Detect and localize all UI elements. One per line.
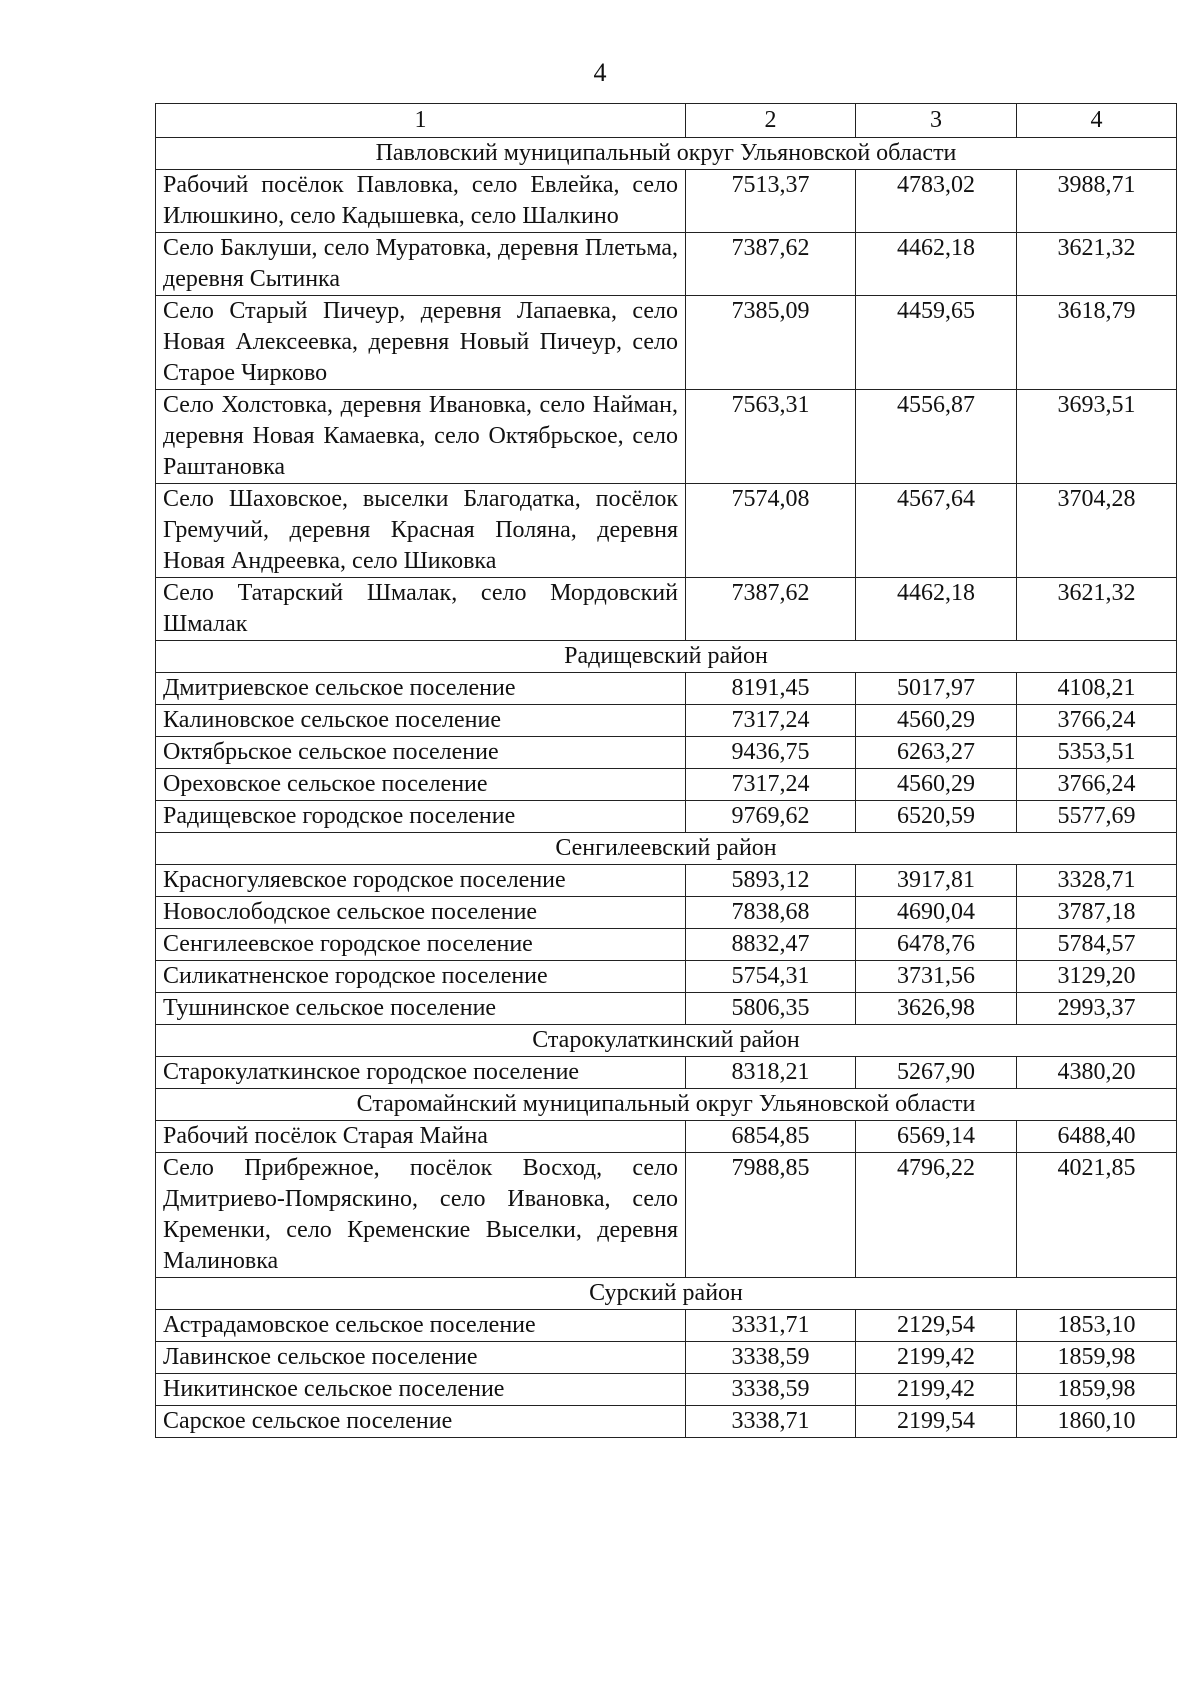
table-row: [156, 769, 1177, 801]
table-row: [156, 801, 1177, 833]
table-row: [156, 484, 1177, 578]
value-col2-cell: 7387,62: [686, 578, 856, 641]
value-col3-cell: 2199,42: [856, 1374, 1017, 1406]
table-row: [156, 1406, 1177, 1438]
table-row: [156, 296, 1177, 390]
table-row: [156, 737, 1177, 769]
settlement-name-cell: Калиновское сельское поселение: [156, 705, 686, 737]
settlement-name-cell: Рабочий посёлок Павловка, село Евлейка, село Илюшкино, село Кадышевка, село Шалкино: [156, 170, 686, 233]
value-col2-cell: 7838,68: [686, 897, 856, 929]
table-row: [156, 1374, 1177, 1406]
settlement-name-cell: Ореховское сельское поселение: [156, 769, 686, 801]
value-col4-cell: 3328,71: [1017, 865, 1177, 897]
column-header: 1: [156, 104, 686, 138]
settlement-name-cell: Село Татарский Шмалак, село Мордовский Шмалак: [156, 578, 686, 641]
section-row: [156, 641, 1177, 673]
table-body: [156, 104, 1177, 1438]
settlement-name-cell: Сенгилеевское городское поселение: [156, 929, 686, 961]
value-col2-cell: 7988,85: [686, 1153, 856, 1278]
value-col4-cell: 1859,98: [1017, 1374, 1177, 1406]
settlement-name-cell: Дмитриевское сельское поселение: [156, 673, 686, 705]
settlement-name-cell: Село Шаховское, выселки Благодатка, посёлок Гремучий, деревня Красная Поляна, деревня Новая Андреевка, село Шиковка: [156, 484, 686, 578]
value-col2-cell: 8832,47: [686, 929, 856, 961]
value-col4-cell: 3621,32: [1017, 233, 1177, 296]
value-col2-cell: 9769,62: [686, 801, 856, 833]
value-col4-cell: 3787,18: [1017, 897, 1177, 929]
value-col3-cell: 4556,87: [856, 390, 1017, 484]
value-col4-cell: 3618,79: [1017, 296, 1177, 390]
settlement-name-cell: Силикатненское городское поселение: [156, 961, 686, 993]
value-col3-cell: 2129,54: [856, 1310, 1017, 1342]
value-col2-cell: 3338,59: [686, 1374, 856, 1406]
header-row: [156, 104, 1177, 138]
value-col3-cell: 4796,22: [856, 1153, 1017, 1278]
value-col3-cell: 6478,76: [856, 929, 1017, 961]
settlement-name-cell: Старокулаткинское городское поселение: [156, 1057, 686, 1089]
table-row: [156, 1310, 1177, 1342]
value-col2-cell: 7513,37: [686, 170, 856, 233]
section-row: [156, 1089, 1177, 1121]
value-col2-cell: 7317,24: [686, 705, 856, 737]
table-row: [156, 897, 1177, 929]
value-col4-cell: 3766,24: [1017, 769, 1177, 801]
settlement-name-cell: Октябрьское сельское поселение: [156, 737, 686, 769]
value-col3-cell: 4567,64: [856, 484, 1017, 578]
value-col2-cell: 5806,35: [686, 993, 856, 1025]
value-col4-cell: 3766,24: [1017, 705, 1177, 737]
settlement-name-cell: Красногуляевское городское поселение: [156, 865, 686, 897]
value-col4-cell: 5577,69: [1017, 801, 1177, 833]
value-col3-cell: 5267,90: [856, 1057, 1017, 1089]
value-col2-cell: 7563,31: [686, 390, 856, 484]
value-col3-cell: 4560,29: [856, 769, 1017, 801]
value-col4-cell: 3129,20: [1017, 961, 1177, 993]
settlement-name-cell: Село Баклуши, село Муратовка, деревня Плетьма, деревня Сытинка: [156, 233, 686, 296]
value-col4-cell: 3704,28: [1017, 484, 1177, 578]
value-col4-cell: 3693,51: [1017, 390, 1177, 484]
value-col2-cell: 7317,24: [686, 769, 856, 801]
table-row: [156, 993, 1177, 1025]
table-row: [156, 233, 1177, 296]
value-col2-cell: 3338,59: [686, 1342, 856, 1374]
section-title: Сурский район: [156, 1278, 1177, 1310]
settlement-name-cell: Астрадамовское сельское поселение: [156, 1310, 686, 1342]
value-col4-cell: 1853,10: [1017, 1310, 1177, 1342]
settlement-name-cell: Село Прибрежное, посёлок Восход, село Дмитриево-Помряскино, село Ивановка, село Кременки, село Кременские Выселки, деревня Малиновка: [156, 1153, 686, 1278]
table-row: [156, 961, 1177, 993]
value-col3-cell: 3917,81: [856, 865, 1017, 897]
value-col3-cell: 5017,97: [856, 673, 1017, 705]
settlement-name-cell: Сарское сельское поселение: [156, 1406, 686, 1438]
value-col4-cell: 3988,71: [1017, 170, 1177, 233]
value-col3-cell: 2199,42: [856, 1342, 1017, 1374]
value-col2-cell: 5893,12: [686, 865, 856, 897]
column-header: 4: [1017, 104, 1177, 138]
settlement-name-cell: Село Старый Пичеур, деревня Лапаевка, село Новая Алексеевка, деревня Новый Пичеур, село Старое Чирково: [156, 296, 686, 390]
section-row: [156, 138, 1177, 170]
value-col2-cell: 7385,09: [686, 296, 856, 390]
table-row: [156, 865, 1177, 897]
section-row: [156, 1278, 1177, 1310]
value-col3-cell: 4690,04: [856, 897, 1017, 929]
settlement-name-cell: Село Холстовка, деревня Ивановка, село Найман, деревня Новая Камаевка, село Октябрьское, село Раштановка: [156, 390, 686, 484]
value-col3-cell: 6520,59: [856, 801, 1017, 833]
value-col3-cell: 4462,18: [856, 578, 1017, 641]
settlement-name-cell: Новослободское сельское поселение: [156, 897, 686, 929]
value-col3-cell: 4783,02: [856, 170, 1017, 233]
value-col4-cell: 6488,40: [1017, 1121, 1177, 1153]
value-col2-cell: 7574,08: [686, 484, 856, 578]
value-col2-cell: 3331,71: [686, 1310, 856, 1342]
value-col3-cell: 6569,14: [856, 1121, 1017, 1153]
value-col2-cell: 9436,75: [686, 737, 856, 769]
value-col3-cell: 3626,98: [856, 993, 1017, 1025]
value-col2-cell: 8318,21: [686, 1057, 856, 1089]
section-title: Сенгилеевский район: [156, 833, 1177, 865]
value-col3-cell: 3731,56: [856, 961, 1017, 993]
settlement-name-cell: Лавинское сельское поселение: [156, 1342, 686, 1374]
value-col3-cell: 4560,29: [856, 705, 1017, 737]
value-col2-cell: 6854,85: [686, 1121, 856, 1153]
value-col4-cell: 1860,10: [1017, 1406, 1177, 1438]
value-col4-cell: 3621,32: [1017, 578, 1177, 641]
table-row: [156, 929, 1177, 961]
settlement-name-cell: Радищевское городское поселение: [156, 801, 686, 833]
value-col4-cell: 4380,20: [1017, 1057, 1177, 1089]
column-header: 2: [686, 104, 856, 138]
value-col3-cell: 2199,54: [856, 1406, 1017, 1438]
value-col4-cell: 5353,51: [1017, 737, 1177, 769]
column-header: 3: [856, 104, 1017, 138]
value-col2-cell: 8191,45: [686, 673, 856, 705]
value-col4-cell: 1859,98: [1017, 1342, 1177, 1374]
value-col4-cell: 2993,37: [1017, 993, 1177, 1025]
section-title: Радищевский район: [156, 641, 1177, 673]
table-row: [156, 1057, 1177, 1089]
settlement-name-cell: Рабочий посёлок Старая Майна: [156, 1121, 686, 1153]
value-col4-cell: 4021,85: [1017, 1153, 1177, 1278]
value-col3-cell: 6263,27: [856, 737, 1017, 769]
section-row: [156, 1025, 1177, 1057]
settlement-name-cell: Никитинское сельское поселение: [156, 1374, 686, 1406]
page-number: 4: [593, 58, 607, 87]
section-title: Павловский муниципальный округ Ульяновской области: [156, 138, 1177, 170]
value-col2-cell: 5754,31: [686, 961, 856, 993]
table-row: [156, 1121, 1177, 1153]
table-row: [156, 1342, 1177, 1374]
tariff-table: [155, 103, 1177, 1438]
table-row: [156, 705, 1177, 737]
value-col2-cell: 3338,71: [686, 1406, 856, 1438]
table-row: [156, 170, 1177, 233]
section-title: Старокулаткинский район: [156, 1025, 1177, 1057]
table-row: [156, 1153, 1177, 1278]
table-row: [156, 673, 1177, 705]
value-col2-cell: 7387,62: [686, 233, 856, 296]
value-col3-cell: 4459,65: [856, 296, 1017, 390]
value-col4-cell: 5784,57: [1017, 929, 1177, 961]
section-title: Старомайнский муниципальный округ Ульяновской области: [156, 1089, 1177, 1121]
value-col3-cell: 4462,18: [856, 233, 1017, 296]
table-row: [156, 578, 1177, 641]
value-col4-cell: 4108,21: [1017, 673, 1177, 705]
settlement-name-cell: Тушнинское сельское поселение: [156, 993, 686, 1025]
section-row: [156, 833, 1177, 865]
table-row: [156, 390, 1177, 484]
